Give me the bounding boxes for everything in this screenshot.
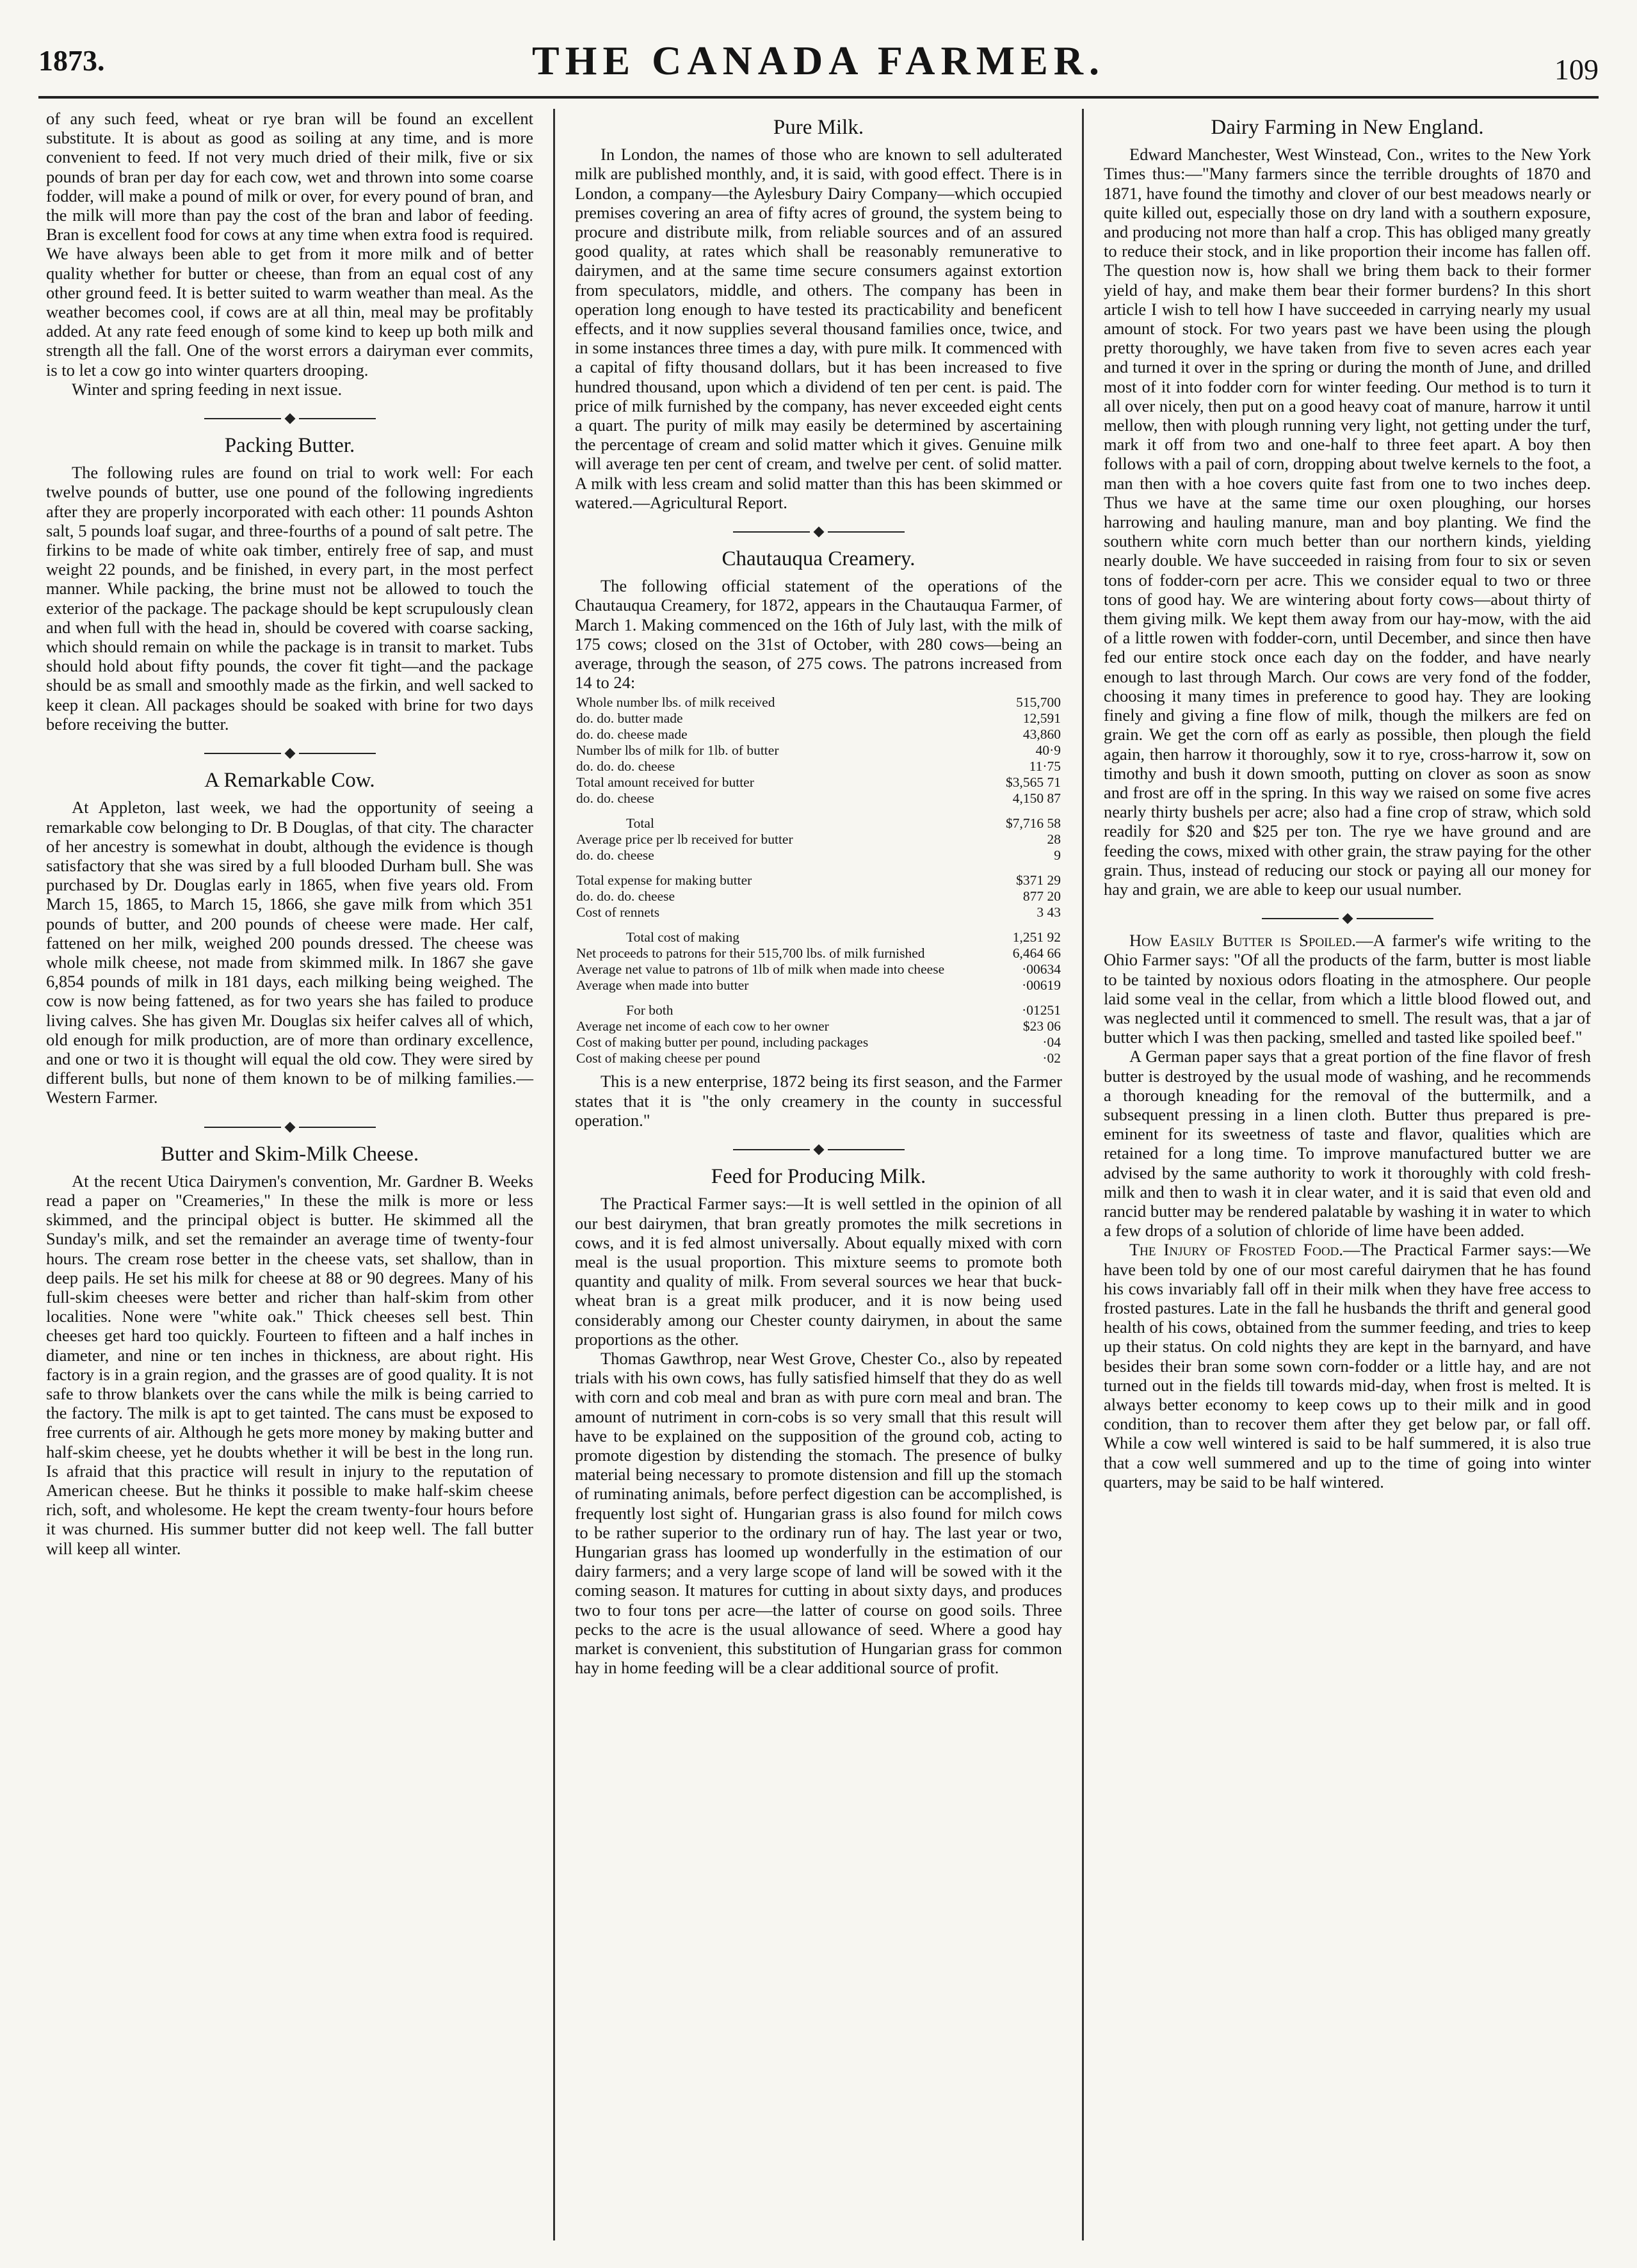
table-row bbox=[575, 1034, 1062, 1050]
table-row bbox=[575, 775, 1062, 791]
header-rule bbox=[38, 96, 1599, 99]
table-row bbox=[575, 791, 1062, 807]
row-value: 877 20 bbox=[1022, 889, 1061, 905]
paragraph-text: The following rules are found on trial to work well: For each twelve pounds of butter, use one pound of the following ingredients after they are properly incorporated with each other: 11 pounds Ashton salt, 5 pounds loaf sugar, and three-fourths of a pound of salt petre. The firkins to be made of white oak timber, entirely free of sap, and must weight 22 pounds, and be finished, in every part, in the most perfect manner. While packing, the brine must not be allowed to touch the exterior of the package. The package should be kept scrupulously clean and when full with the head in, should be covered with coarse sacking, which should remain on while the package is in transit to market. Tubs should hold about fifty pounds, the cover fit tight—and the package should be as small and smoothly made as the firkin, and well sacked to keep it clean. All packages should be soaked with brine for two days before receiving the butter. bbox=[46, 463, 533, 734]
row-value: $371 29 bbox=[1016, 873, 1061, 889]
article-heading: Feed for Producing Milk. bbox=[711, 1165, 926, 1189]
paragraph bbox=[575, 576, 1062, 692]
table-row bbox=[575, 711, 1062, 727]
table-row bbox=[575, 695, 1062, 711]
table-row bbox=[575, 743, 1062, 759]
row-value: 28 bbox=[1047, 832, 1061, 848]
row-value: ·01251 bbox=[1022, 1002, 1061, 1018]
article-heading: Dairy Farming in New England. bbox=[1211, 116, 1484, 139]
paragraph bbox=[575, 1194, 1062, 1349]
row-label: do. do. cheese bbox=[576, 848, 654, 864]
table-row bbox=[575, 977, 1062, 993]
table-row bbox=[575, 961, 1062, 977]
paragraph bbox=[46, 463, 533, 734]
table-row bbox=[575, 1018, 1062, 1034]
section-ornament bbox=[46, 408, 533, 427]
page-header bbox=[38, 26, 1599, 96]
row-label: do. do. cheese bbox=[576, 791, 654, 807]
row-label: Average net income of each cow to her owner bbox=[576, 1018, 829, 1034]
article-heading: Packing Butter. bbox=[224, 434, 355, 458]
row-value: $3,565 71 bbox=[1006, 775, 1061, 791]
table-row bbox=[575, 1050, 1062, 1066]
row-value: 40·9 bbox=[1035, 743, 1061, 759]
row-value: 9 bbox=[1054, 848, 1061, 864]
paragraph-text: The Practical Farmer says:—It is well settled in the opinion of all our best dairymen, that bran greatly promotes the milk secretions in cows, and it is fed almost universally. About equally mixed with corn meal is the usual proportion. This mixture seems to promote both quantity and quality of milk. From several sources we hear that buck-wheat bran is a great milk producer, and it is now being used considerably among our Chester county dairymen, in about the same proportions as the other. bbox=[575, 1194, 1062, 1349]
table-row bbox=[575, 945, 1062, 961]
paragraph-text: A German paper says that a great portion of the fine flavor of fresh butter is destroyed by the usual mode of washing, and he recommends a thorough kneading for the removal of the buttermilk, and a subsequent pressing in a linen cloth. Butter thus prepared is pre-eminent for its sweetness of taste and flavor, qualities which are retained for a long time. To improve manufactured butter we are advised by the same authority to work it thoroughly with cold fresh-milk and then to wash it in clear water, and it is said that even old and rancid butter may be rendered palatable by washing it in water to which a few drops of a solution of chloride of lime have been added. bbox=[1104, 1047, 1591, 1241]
section-ornament bbox=[1104, 908, 1591, 927]
row-label: Total expense for making butter bbox=[576, 873, 752, 889]
row-label: Total cost of making bbox=[626, 929, 740, 945]
table-row bbox=[575, 848, 1062, 864]
table-row bbox=[575, 832, 1062, 848]
article-heading: A Remarkable Cow. bbox=[204, 769, 375, 792]
row-value: 12,591 bbox=[1022, 711, 1061, 727]
row-label: Average net value to patrons of 1lb of milk when made into cheese bbox=[576, 961, 945, 977]
paragraph bbox=[46, 1171, 533, 1558]
paragraph bbox=[46, 798, 533, 1107]
section-ornament bbox=[46, 743, 533, 762]
row-value: ·00619 bbox=[1022, 977, 1061, 993]
row-value: ·04 bbox=[1042, 1034, 1061, 1050]
row-label: Average price per lb received for butter bbox=[576, 832, 793, 848]
table-row bbox=[575, 759, 1062, 775]
header-year: 1873. bbox=[38, 44, 105, 77]
paragraph-text: The following official statement of the operations of the Chautauqua Creamery, for 1872, appears in the Chautauqua Farmer, of March 1. Making commenced on the 16th of July last, with the milk of 175 cows; closed on the 31st of October, with 280 cows—being an average, through the season, of 275 cows. The patrons increased from 14 to 24: bbox=[575, 576, 1062, 693]
row-value: $23 06 bbox=[1022, 1018, 1061, 1034]
column-1 bbox=[38, 109, 541, 2240]
row-value: ·02 bbox=[1042, 1050, 1061, 1066]
table-row bbox=[575, 889, 1062, 905]
column-divider bbox=[541, 109, 567, 2240]
paragraph-lead: How Easily Butter is Spoiled. bbox=[1129, 931, 1357, 951]
column-2 bbox=[567, 109, 1070, 2240]
paragraph-text: Edward Manchester, West Winstead, Con., writes to the New York Times thus:—"Many farmers since the terrible droughts of 1870 and 1871, have found the timothy and clover of our best meadows nearly or quite killed out, especially those on dry land with a southern exposure, and producing not more than half a crop. This has obliged many greatly to reduce their stock, and in like proportion their income has fallen off. The question now is, how shall we bring them back to their former yield of hay, and make them bear their former burdens? In this short article I wish to tell how I have succeeded in carrying nearly my usual amount of stock. For two years past we have been using the plough pretty thoroughly, we have taken from five to seven acres each year and turned it over in the spring or during the month of June, and drilled most of it into fodder corn for winter feeding. Our method is to turn it all over nicely, then put on a good heavy coat of manure, harrow it until mellow, then with plough running very light, not getting under the turf, mark it off from two and one-half to three feet apart. A boy then follows with a pail of corn, dropping about twelve kernels to the foot, a man then with a hoe covers quite fast from one to two inches deep. Thus we have at the same time our oxen ploughing, our horses harrowing and hauling manure, man and boy planting. We find the southern white corn much better than our northern kinds, yielding nearly double. We have succeeded in raising from four to six or seven tons of fodder-corn per acre. This we consider equal to two or three tons of good hay. We are wintering about forty cows—about thirty of them giving milk. We kept them away from our hay-mow, with the aid of a little rowen with fodder-corn, until December, and since then have fed our entire stock once each day on the fodder, and have nearly enough to last through March. Our cows are very fond of the fodder, choosing it many times in preference to good hay. They are looking finely and giving a fine flow of milk, though the milkers are fed on grain. We get the corn off as early as possible, then plough the field again, then harrow it thoroughly, sow it to rye, cross-harrow it, sow on timothy and bush it down smooth, putting on clover as soon as snow and frost are off in the spring. In this way we raised on some five acres nearly thirty bushels per acre; also had a fine crop of straw, which sold readily for $20 and $25 per ton. The rye we have ground and are feeding the cows, mixed with other grain, the straw paying for the other grain. Thus, instead of reducing our stock or paying all our money for hay and grain, we are able to keep our usual number. bbox=[1104, 145, 1591, 899]
row-label: For both bbox=[626, 1002, 673, 1018]
row-value: 11·75 bbox=[1029, 759, 1061, 775]
paragraph-text: of any such feed, wheat or rye bran will be found an excellent substitute. It is about as good as soiling at any time, and is more convenient to feed. If not very much dried of their milk, five or six pounds of bran per day for each cow, wet and thrown into some coarse fodder, will make a pound of milk or over, for every pound of bran, and the milk will more than pay the cost of the bran and labor of feeding. Bran is excellent food for cows at any time when extra food is required. We have always been able to get from it more milk and of better quality whether for butter or cheese, than from an equal cost of any other ground feed. It is better suited to warm weather than meal. As the weather becomes cool, if cows are at all thin, meal may be profitably added. At any rate feed enough of some kind to keep up both milk and strength all the fall. One of the worst errors a dairyman ever commits, is to let a cow go into winter quarters drooping. bbox=[46, 109, 533, 380]
table-row bbox=[575, 993, 1062, 1018]
section-ornament bbox=[575, 1139, 1062, 1158]
paragraph-lead: The Injury of Frosted Food. bbox=[1129, 1240, 1343, 1260]
paragraph-text: —A farmer's wife writing to the Ohio Farmer says: "Of all the products of the farm, butter is most liable to be tainted by noxious odors floating in the atmosphere. Our people laid some veal in the cellar, from which a little blood flowed out, and was neglected until it commenced to smell. The result was, that a jar of butter which I was then packing, smelled and tasted like spoiled beef." bbox=[1104, 931, 1591, 1047]
row-value: 1,251 92 bbox=[1012, 929, 1061, 945]
row-value: ·00634 bbox=[1022, 961, 1061, 977]
paragraph-text: Thomas Gawthrop, near West Grove, Chester Co., also by repeated trials with his own cows, has fully satisfied himself that they do as well with corn and cob meal and bran as with pure corn meal and bran. The amount of nutriment in corn-cobs is so very small that this result will have to be explained on the supposition of the ground cob, acting to promote digestion by distending the stomach. The presence of bulky material being necessary to promote distension and fill up the stomach of ruminating animals, before perfect digestion can be accomplished, is frequently lost sight of. Hungarian grass is also found for milch cows to be rather superior to the ordinary run of hay. The last year or two, Hungarian grass has loomed up wonderfully in the estimation of our dairy farmers; and a very large scope of land will be sowed with it the coming season. It matures for cutting in about sixty days, and produces two to four tons per acre—the latter of course on good soils. Three pecks to the acre is the usual allowance of seed. Where a good hay market is convenient, this substitution of Hungarian grass for common hay in home feeding will be a clear additional source of profit. bbox=[575, 1348, 1062, 1678]
row-value: 43,860 bbox=[1022, 727, 1061, 743]
table-row bbox=[575, 807, 1062, 832]
row-label: Total amount received for butter bbox=[576, 775, 754, 791]
row-value: 3 43 bbox=[1036, 905, 1061, 921]
row-label: Net proceeds to patrons for their 515,700 lbs. of milk furnished bbox=[576, 945, 925, 961]
section-ornament bbox=[575, 521, 1062, 540]
paragraph-text: Winter and spring feeding in next issue. bbox=[72, 379, 343, 399]
article-heading: Pure Milk. bbox=[773, 116, 864, 139]
paragraph-text: In London, the names of those who are known to sell adulterated milk are published monthly, and, it is said, with good effect. There is in London, a company—the Aylesbury Dairy Company—which occupied premises covering an area of fifty acres of ground, the system being to procure and distribute milk, from reliable sources and of an assured good quality, at rates which shall be reasonably remunerative to dairymen, and at the same time secure consumers against extortion from speculators, middle, and others. The company has been in operation long enough to have tested its practicability and beneficent effects, and it now supplies several thousand families once, twice, and in some instances three times a day, with pure milk. It commenced with a capital of fifty thousand dollars, but it has been increased to five hundred thousand, upon which a dividend of ten per cent. is paid. The price of milk furnished by the company, has never exceeded eight cents a quart. The purity of milk may easily be determined by ascertaining the percentage of cream and solid matter which it gives. Genuine milk will average ten per cent of cream, and twelve per cent. of solid matter. A milk with less cream and solid matter than this has been skimmed or watered.—Agricultural Report. bbox=[575, 145, 1062, 512]
row-label: Cost of making cheese per pound bbox=[576, 1050, 761, 1066]
row-label: Whole number lbs. of milk received bbox=[576, 695, 775, 711]
paragraph bbox=[575, 145, 1062, 512]
paragraph-text: At the recent Utica Dairymen's convention, Mr. Gardner B. Weeks read a paper on "Creameries," In these the milk is more or less skimmed, and the principal object is butter. He skimmed all the Sunday's milk, and set the remainder an average time of twenty-four hours. The cream rose better in the cheese vats, set shallow, than in deep pails. He set his milk for cheese at 88 or 90 degrees. Many of his full-skim cheeses were better and richer than half-skim from other localities. None were "white oak." Thick cheeses sell best. Thin cheeses get hard too quickly. Fourteen to fifteen and a half inches in diameter, and nine or ten inches in thickness, are about right. His factory is in a grain region, and the grasses are of good quality. It is not safe to throw blankets over the cans while the milk is being carried to the factory. The milk is apt to get tainted. The cans must be exposed to free currents of air. Although he gets more money by making butter and half-skim cheese, yet he doubts whether it will be best in the long run. Is afraid that this practice will result in injury to the reputation of American cheese. But he thinks it possible to make half-skim cheese rich, soft, and wholesome. He kept the cream twenty-four hours before it was churned. His summer butter did not keep well. The fall butter will keep all winter. bbox=[46, 1171, 533, 1558]
table-row bbox=[575, 864, 1062, 889]
table-row bbox=[575, 905, 1062, 921]
paragraph-text: —The Practical Farmer says:—We have been told by one of our most careful dairymen that he has found his cows invariably fall off in their milk when they have free access to frosted pastures. Late in the fall he husbands the thrift and general good health of his cows, obtained from the summer feeding, and tries to keep up their status. On cold nights they are kept in the barnyard, and have besides their bran some sown corn-fodder or a little hay, and are not turned out in the fields till towards mid-day, when frost is melted. It is always better economy to keep cows up to their milk and in good condition, than to recover them after they get below par, or fall off. While a cow well wintered is said to be half summered, it is also true that a cow well summered and up to the time of going into winter quarters, may be said to be half wintered. bbox=[1104, 1240, 1592, 1492]
row-value: 515,700 bbox=[1016, 695, 1061, 711]
row-label: do. do. do. cheese bbox=[576, 889, 675, 905]
paragraph-text: This is a new enterprise, 1872 being its first season, and the Farmer states that it is "the only creamery in the county in successful operation." bbox=[575, 1072, 1062, 1130]
row-value: 6,464 66 bbox=[1012, 945, 1061, 961]
masthead-title: THE CANADA FARMER. bbox=[531, 38, 1106, 83]
paragraph bbox=[1104, 145, 1591, 899]
column-3 bbox=[1096, 109, 1599, 2240]
section-ornament bbox=[46, 1116, 533, 1136]
row-label: Cost of making butter per pound, including packages bbox=[576, 1034, 869, 1050]
paragraph bbox=[575, 1349, 1062, 1677]
paragraph bbox=[46, 109, 533, 380]
paragraph bbox=[575, 1072, 1062, 1130]
row-value: 4,150 87 bbox=[1012, 791, 1061, 807]
row-label: Number lbs of milk for 1lb. of butter bbox=[576, 743, 779, 759]
row-label: Total bbox=[626, 816, 654, 832]
page-number: 109 bbox=[1554, 53, 1599, 86]
paragraph-text: At Appleton, last week, we had the opportunity of seeing a remarkable cow belonging to Dr. B Douglas, of that city. The character of her ancestry is somewhat in doubt, although the evidence is though satisfactory that she was sired by a full blooded Durham bull. She was purchased by Dr. Douglas early in 1865, when five years old. From March 15, 1865, to March 15, 1866, she gave milk from which 351 pounds of butter, and 200 pounds of cheese were made. Her calf, fattened on her milk, weighed 200 pounds dressed. The cheese was whole milk cheese, not made from skimmed milk. In 1867 she gave 6,854 pounds of milk in 181 days, each milking being weighed. The cow is now being fattened, as for two years she has failed to produce living calves. She has given Mr. Douglas six heifer calves all of which, old enough for milk production, are of more than ordinary excellence, and one or two it is thought will equal the old cow. They were sired by different bulls, but none of them known to be of milking families.—Western Farmer. bbox=[46, 798, 533, 1107]
article-heading: Chautauqua Creamery. bbox=[722, 547, 915, 571]
columns bbox=[38, 109, 1599, 2240]
statement-table bbox=[575, 695, 1062, 1066]
table-row bbox=[575, 727, 1062, 743]
row-label: do. do. do. cheese bbox=[576, 759, 675, 775]
row-value: $7,716 58 bbox=[1006, 816, 1061, 832]
row-label: Average when made into butter bbox=[576, 977, 749, 993]
row-label: do. do. cheese made bbox=[576, 727, 688, 743]
row-label: Cost of rennets bbox=[576, 905, 660, 921]
paragraph bbox=[1104, 931, 1591, 1047]
table-row bbox=[575, 921, 1062, 945]
paragraph bbox=[1104, 1240, 1591, 1492]
paragraph bbox=[46, 380, 533, 399]
article-heading: Butter and Skim-Milk Cheese. bbox=[160, 1142, 419, 1166]
row-label: do. do. butter made bbox=[576, 711, 683, 727]
paragraph bbox=[1104, 1047, 1591, 1240]
column-divider bbox=[1070, 109, 1096, 2240]
